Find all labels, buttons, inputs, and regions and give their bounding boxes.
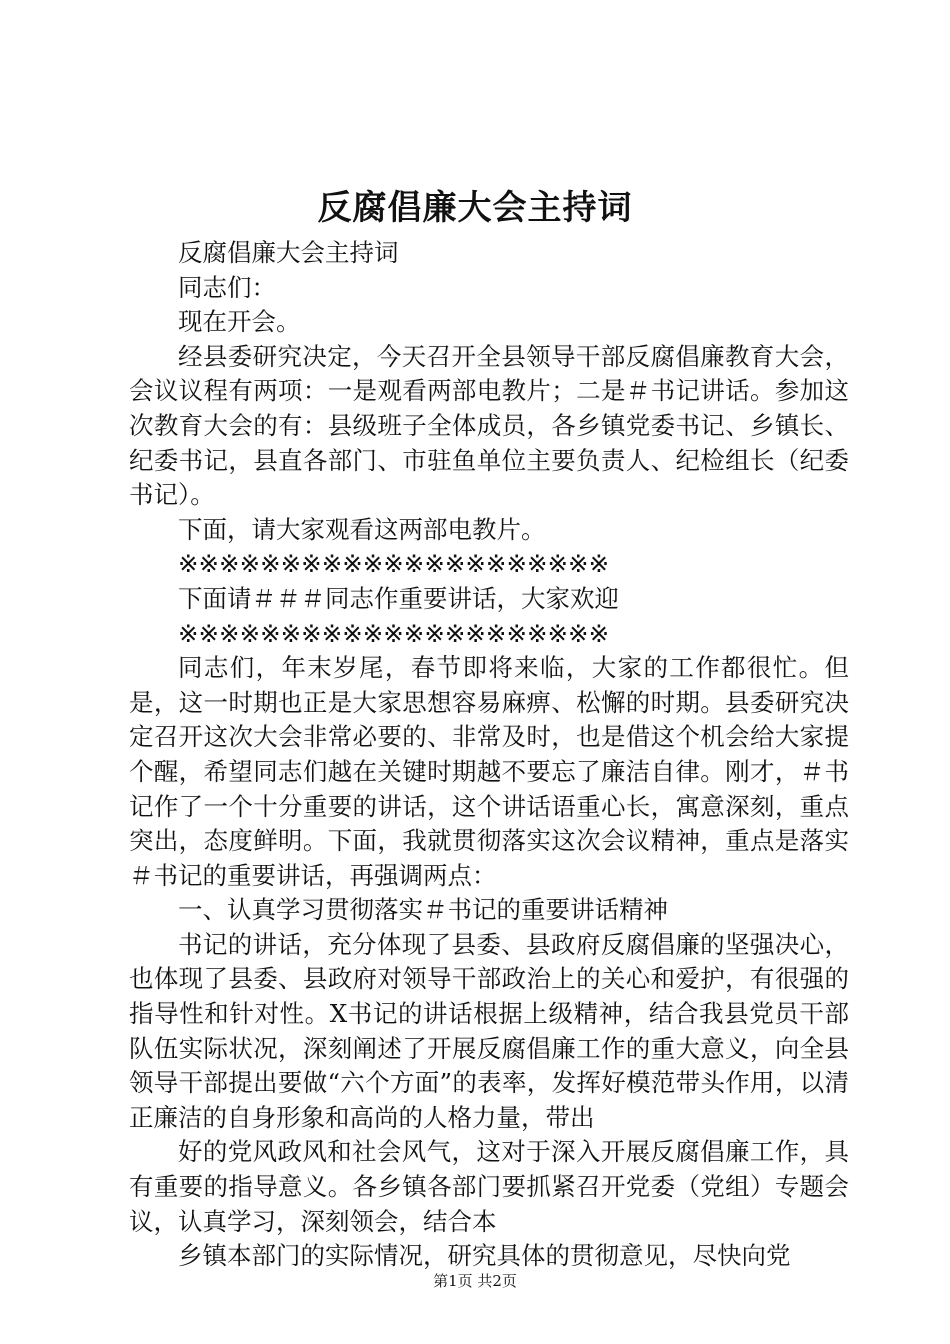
paragraph: 乡镇本部门的实际情况，研究具体的贯彻意见，尽快向党	[178, 1241, 791, 1271]
paragraph: 现在开会。	[178, 307, 301, 337]
separator-line: ※※※※※※※※※※※※※※※※※※※※※	[178, 618, 610, 648]
page-footer: 第1页 共2页	[433, 1272, 517, 1290]
paragraph: 好的党风政风和社会风气，这对于深入开展反腐倡廉工作，具有重要的指导意义。各乡镇各部门要抓紧召开党委（党组）专题会议，认真学习，深刻领会，结合本	[129, 1137, 849, 1236]
paragraph: 同志们，年末岁尾，春节即将来临，大家的工作都很忙。但是，这一时期也正是大家思想容易麻痹、松懈的时期。县委研究决定召开这次大会非常必要的、非常及时，也是借这个机会给大家提个醒，希望同志们越在关键时期越不要忘了廉洁自律。刚才，＃书记作了一个十分重要的讲话，这个讲话语重心长，寓意深刻，重点突出，态度鲜明。下面，我就贯彻落实这次会议精神，重点是落实＃书记的重要讲话，再强调两点：	[129, 653, 849, 890]
separator-line: ※※※※※※※※※※※※※※※※※※※※※	[178, 549, 610, 579]
paragraph: 下面请＃＃＃同志作重要讲话，大家欢迎	[178, 583, 619, 613]
document-body	[129, 236, 849, 1274]
paragraph: 下面，请大家观看这两部电教片。	[178, 514, 546, 544]
paragraph: 经县委研究决定，今天召开全县领导干部反腐倡廉教育大会，会议议程有两项：一是观看两部电教片；二是＃书记讲话。参加这次教育大会的有：县级班子全体成员，各乡镇党委书记、乡镇长、纪委书记，县直各部门、市驻鱼单位主要负责人、纪检组长（纪委书记）。	[129, 341, 849, 510]
paragraph: 书记的讲话，充分体现了县委、县政府反腐倡廉的坚强决心，也体现了县委、县政府对领导干部政治上的关心和爱护，有很强的指导性和针对性。X书记的讲话根据上级精神，结合我县党员干部队伍实际状况，深刻阐述了开展反腐倡廉工作的重大意义，向全县领导干部提出要做“六个方面”的表率，发挥好模范带头作用，以清正廉洁的自身形象和高尚的人格力量，带出	[129, 929, 849, 1132]
paragraph: 反腐倡廉大会主持词	[178, 238, 399, 267]
document-title: 反腐倡廉大会主持词	[317, 188, 633, 228]
paragraph: 同志们：	[178, 272, 276, 302]
section-heading: 一、认真学习贯彻落实＃书记的重要讲话精神	[178, 895, 668, 925]
